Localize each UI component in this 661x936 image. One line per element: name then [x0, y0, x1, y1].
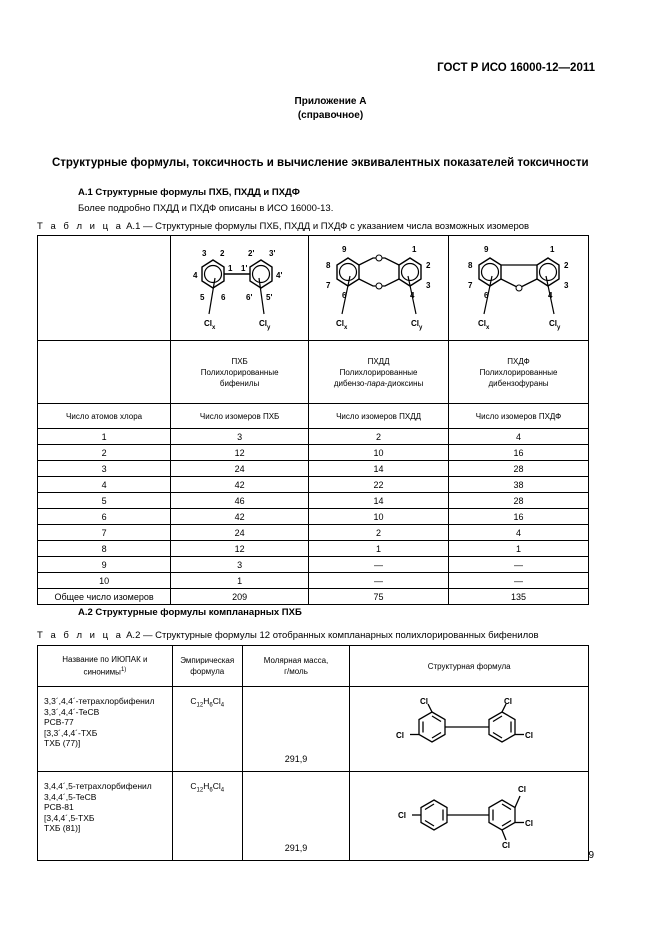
formula-h-n: 6 [209, 787, 213, 794]
formula-c: C [190, 696, 197, 706]
pcdf-isomers: — [449, 573, 589, 589]
pcb-label-3: 3 [201, 249, 207, 258]
pcdd-total: 75 [309, 589, 449, 605]
pcdf-cly [549, 319, 561, 331]
table-row [38, 477, 589, 493]
footnote-mark: 1) [120, 667, 127, 674]
pcb-name-cell [171, 341, 309, 404]
formula-c-n: 12 [196, 702, 204, 709]
table-row [38, 429, 589, 445]
structure-header: Структурная формула [350, 646, 589, 687]
pcdf-clx [478, 319, 490, 331]
pcdd-label-7: 7 [325, 281, 330, 290]
formula-cl-n: 4 [220, 702, 225, 709]
table1-caption-text: А.1 — Структурные формулы ПХБ, ПХДД и ПХДФ с указанием числа возможных изомеров [123, 221, 530, 232]
pcdd-isomers: 10 [309, 445, 449, 461]
formula-header-l1: Эмпирическая [180, 656, 235, 665]
pcdd-structure-diagram [312, 238, 446, 336]
pcb-name-line2: бифенилы [219, 378, 260, 388]
pcdd-label-3: 3 [425, 281, 430, 290]
chlorine-count: 10 [38, 573, 171, 589]
standard-header: ГОСТ Р ИСО 16000-12—2011 [437, 62, 595, 74]
pcdd-name-em: пара [367, 378, 385, 388]
pcdd-clx [336, 319, 348, 331]
cl-label: Cl [525, 731, 534, 740]
pcb-abbr: ПХБ [231, 356, 248, 366]
pcdf-name-line2: дибензофураны [488, 378, 549, 388]
name-header-text: Название по ИЮПАК и синонимы [62, 655, 148, 677]
structure-cell [350, 687, 589, 772]
total-row [38, 589, 589, 605]
pcdd-label-6: 6 [341, 291, 346, 300]
pcdf-isomers: 16 [449, 445, 589, 461]
chlorine-count: 4 [38, 477, 171, 493]
pcdd-label-8: 8 [325, 261, 330, 270]
table-row [38, 557, 589, 573]
pcb-isomers: 42 [171, 509, 309, 525]
annex-heading [0, 95, 661, 123]
pcb-isomers: 3 [171, 557, 309, 573]
pcdd-count-header: Число изомеров ПХДД [309, 404, 449, 429]
cl-label: Cl [398, 811, 407, 820]
pcb-clx [204, 319, 216, 331]
section-a1-heading: А.1 Структурные формулы ПХБ, ПХДД и ПХДФ [78, 187, 300, 198]
synonym: ТХБ (77)] [44, 738, 81, 748]
cl-label: Cl [518, 785, 527, 794]
pcdd-isomers: 2 [309, 525, 449, 541]
pcdd-cl-x-sub: x [343, 325, 347, 331]
pcb-count-header: Число изомеров ПХБ [171, 404, 309, 429]
pcdf-cl-x-text: Cl [477, 319, 486, 328]
molar-mass: 291,9 [242, 687, 350, 772]
page-number: 9 [588, 850, 594, 861]
mass-header-l2: г/моль [284, 667, 308, 676]
pcdf-label-6: 6 [483, 291, 488, 300]
pcb-cl-y-sub: y [266, 325, 270, 331]
pcb-isomers: 46 [171, 493, 309, 509]
cl-label: Cl [525, 819, 534, 828]
synonym: 3,4,4´,5-тетрахлорбифенил [44, 781, 152, 791]
cl-label: Cl [502, 841, 511, 848]
cl-label: Cl [420, 698, 429, 706]
synonym: PCB-77 [44, 717, 74, 727]
molar-mass: 291,9 [242, 772, 350, 861]
pcdf-cl-y-sub: y [556, 325, 560, 331]
pcb-isomers: 1 [171, 573, 309, 589]
table2-caption-prefix: Т а б л и ц а [37, 630, 124, 641]
structure-cell [350, 772, 589, 861]
table-row [38, 525, 589, 541]
pcdf-label-7: 7 [467, 281, 472, 290]
pcdd-name-post: -диоксины [384, 378, 424, 388]
synonyms-cell [38, 687, 173, 772]
pcb-isomers: 3 [171, 429, 309, 445]
chlorine-count: 9 [38, 557, 171, 573]
section-a1-text: Более подробно ПХДД и ПХДФ описаны в ИСО 16000-13. [78, 203, 334, 214]
pcdf-label-2: 2 [563, 261, 568, 270]
pcdd-isomers: — [309, 573, 449, 589]
table-row [38, 461, 589, 477]
formula-cl: Cl [212, 781, 221, 791]
formula-cell [172, 772, 242, 861]
table-row [38, 687, 589, 772]
pcdf-isomers: 4 [449, 525, 589, 541]
synonym: [3,4,4´,5-ТХБ [44, 812, 95, 823]
chlorine-count: 3 [38, 461, 171, 477]
pcdf-label-8: 8 [467, 261, 472, 270]
pcdd-label-9: 9 [341, 245, 346, 254]
pcdd-cly [411, 319, 423, 331]
synonym: 3,3´,4,4´-тетрахлорбифенил [44, 696, 155, 706]
pcdd-isomers: 14 [309, 461, 449, 477]
pcdd-label-2: 2 [425, 261, 430, 270]
pcb-isomers: 24 [171, 525, 309, 541]
synonym: [3,3´,4,4´-ТХБ [44, 727, 98, 738]
pcb-label-1: 1 [227, 264, 233, 273]
formula-c-n: 12 [196, 787, 204, 794]
pcdf-cl-y-text: Cl [548, 319, 557, 328]
pcdf-isomers: 28 [449, 493, 589, 509]
mass-header-l1: Молярная масса, [263, 656, 329, 665]
pcdd-isomers: — [309, 557, 449, 573]
pcb-label-6: 6 [220, 293, 226, 302]
pcdd-name-cell [309, 341, 449, 404]
pcdf-label-4: 4 [547, 291, 552, 300]
formula-cl: Cl [212, 696, 221, 706]
pcb-label-6p: 6' [245, 293, 252, 302]
synonym: 3,3´,4,4´-TeCB [44, 706, 100, 717]
pcb-label-2p: 2' [247, 249, 254, 258]
pcdf-isomers: 28 [449, 461, 589, 477]
pcdf-abbr: ПХДФ [507, 356, 530, 366]
pcb-isomers: 12 [171, 445, 309, 461]
cl-label: Cl [396, 731, 405, 740]
table-row [38, 445, 589, 461]
synonym: ТХБ (81)] [44, 823, 81, 833]
chlorine-count: 2 [38, 445, 171, 461]
synonym: 3,4,4´,5-TeCB [44, 791, 97, 802]
pcdf-label-1: 1 [549, 245, 554, 254]
pcb-isomers: 42 [171, 477, 309, 493]
chlorine-count: 5 [38, 493, 171, 509]
pcb-isomers: 24 [171, 461, 309, 477]
mass-header [242, 646, 350, 687]
table-a1 [37, 235, 589, 605]
formula-h-n: 6 [209, 702, 213, 709]
pcdf-name-line1: Полихлорированные [479, 367, 558, 377]
table1-empty-name-cell [38, 341, 171, 404]
cl-label: Cl [504, 698, 513, 706]
chlorine-count: 7 [38, 525, 171, 541]
annex-title: Приложение А [294, 96, 367, 107]
table1-caption-prefix: Т а б л и ц а [37, 221, 124, 232]
pcb81-structure [384, 782, 554, 848]
pcdd-isomers: 2 [309, 429, 449, 445]
formula-header-l2: формула [190, 667, 225, 676]
section-a2-heading: А.2 Структурные формулы компланарных ПХБ [78, 607, 302, 618]
pcdd-label-4: 4 [409, 291, 414, 300]
pcb-label-5: 5 [199, 293, 205, 302]
pcdf-cl-x-sub: x [485, 325, 489, 331]
pcdd-isomers: 1 [309, 541, 449, 557]
table-row [38, 509, 589, 525]
pcdd-isomers: 14 [309, 493, 449, 509]
pcb-cl-x-text: Cl [203, 319, 212, 328]
table-row [38, 541, 589, 557]
row-header-cell: Число атомов хлора [38, 404, 171, 429]
pcdd-name-line2 [311, 378, 446, 389]
pcb-label-5p: 5' [265, 293, 272, 302]
pcb-structure-cell [171, 236, 309, 341]
pcdd-abbr: ПХДД [367, 356, 390, 366]
pcdf-isomers: — [449, 557, 589, 573]
pcdf-structure-cell [449, 236, 589, 341]
pcdd-name-line1: Полихлорированные [339, 367, 418, 377]
pcdd-isomers: 10 [309, 509, 449, 525]
table-row [38, 493, 589, 509]
pcb-total: 209 [171, 589, 309, 605]
pcdd-cl-y-sub: y [418, 325, 422, 331]
table-row [38, 573, 589, 589]
pcdd-structure-cell [309, 236, 449, 341]
pcdf-count-header: Число изомеров ПХДФ [449, 404, 589, 429]
table1-caption [37, 221, 529, 232]
pcb-label-3p: 3' [268, 249, 275, 258]
pcb-label-4: 4 [192, 271, 198, 280]
pcdf-label-3: 3 [563, 281, 568, 290]
pcb-cl-x-sub: x [211, 325, 215, 331]
chlorine-count: 6 [38, 509, 171, 525]
table2-caption [37, 630, 539, 641]
synonyms-cell [38, 772, 173, 861]
pcdf-isomers: 1 [449, 541, 589, 557]
formula-cl-n: 4 [220, 787, 225, 794]
pcdf-structure-diagram [452, 238, 586, 336]
chlorine-count: 1 [38, 429, 171, 445]
pcdf-isomers: 4 [449, 429, 589, 445]
synonym: PCB-81 [44, 802, 74, 812]
annex-status: (справочное) [297, 110, 364, 121]
pcdf-isomers: 38 [449, 477, 589, 493]
pcb-cl-y-text: Cl [258, 319, 267, 328]
formula-header [172, 646, 242, 687]
pcdd-isomers: 22 [309, 477, 449, 493]
pcb-name-line1: Полихлорированные [200, 367, 279, 377]
pcdf-name-cell [449, 341, 589, 404]
pcb-cly [259, 319, 271, 331]
chlorine-count: 8 [38, 541, 171, 557]
pcdf-total: 135 [449, 589, 589, 605]
formula-h: H [203, 696, 210, 706]
pcdd-label-1: 1 [411, 245, 416, 254]
pcdd-name-pre: дибензо- [333, 378, 368, 388]
pcb-label-4p: 4' [275, 271, 282, 280]
formula-c: C [190, 781, 197, 791]
pcdf-label-9: 9 [483, 245, 488, 254]
pcb77-structure [384, 698, 554, 758]
pcdf-isomers: 16 [449, 509, 589, 525]
formula-h: H [203, 781, 210, 791]
table-row [38, 772, 589, 861]
pcb-structure-diagram [175, 238, 305, 336]
total-label: Общее число изомеров [38, 589, 171, 605]
pcdd-cl-y-text: Cl [410, 319, 419, 328]
table1-empty-corner [38, 236, 171, 341]
pcb-label-1p: 1' [240, 264, 247, 273]
main-title: Структурные формулы, токсичность и вычисление эквивалентных показателей токсичности [52, 157, 589, 169]
pcb-isomers: 12 [171, 541, 309, 557]
table2-caption-text: А.2 — Структурные формулы 12 отобранных компланарных полихлорированных бифенилов [123, 630, 539, 641]
pcdd-cl-x-text: Cl [335, 319, 344, 328]
table-a2 [37, 645, 589, 861]
formula-cell [172, 687, 242, 772]
name-header [38, 646, 173, 687]
pcb-label-2: 2 [219, 249, 225, 258]
